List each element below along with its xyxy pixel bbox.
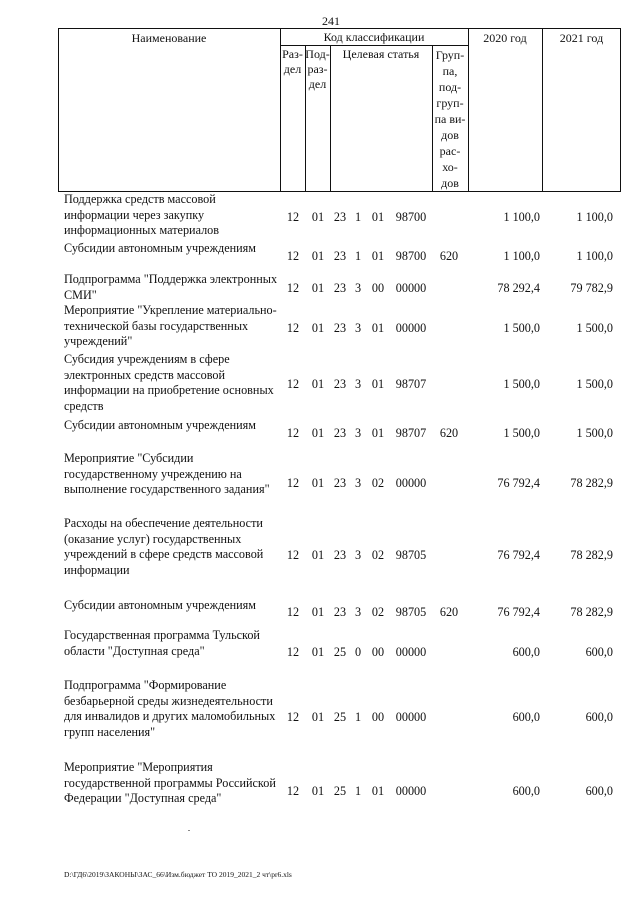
row-article-subprogram: 3: [354, 281, 362, 295]
row-article-direction: 98705: [395, 548, 427, 562]
row-section: 12: [286, 710, 300, 724]
row-subsection: 01: [311, 210, 325, 224]
row-amount-2021: 1 500,0: [576, 377, 613, 391]
row-article-program: 25: [333, 710, 347, 724]
row-article-event: 02: [371, 476, 385, 490]
row-article-event: 01: [371, 377, 385, 391]
row-name: Поддержка средств массовой информации через закупку информационных материалов: [64, 192, 220, 238]
row-amount-2020: 76 792,4: [497, 548, 540, 562]
row-article-program: 23: [333, 281, 347, 295]
row-article-direction: 00000: [395, 710, 427, 724]
row-amount-2021: 79 782,9: [570, 281, 613, 295]
scan-speck: [188, 830, 190, 831]
row-name: Государственная программа Тульской области "Доступная среда": [64, 628, 260, 658]
row-article-program: 23: [333, 249, 347, 263]
row-amount-2021: 600,0: [585, 784, 613, 798]
row-section: 12: [286, 321, 300, 335]
row-article-subprogram: 1: [354, 210, 362, 224]
file-path-footer: D:\ГД6\2019\ЗАКОНЫ\ЗАС_66\Изм.бюджет ТО 2019_2021_2 чт\pr6.xls: [64, 870, 292, 879]
header-section: Раз- дел: [282, 47, 303, 76]
row-article-subprogram: 1: [354, 249, 362, 263]
header-subsection: Под- раз- дел: [305, 47, 330, 91]
row-article-event: 01: [371, 426, 385, 440]
row-expense-type: 620: [439, 605, 459, 619]
row-subsection: 01: [311, 476, 325, 490]
row-article-event: 01: [371, 784, 385, 798]
row-amount-2020: 600,0: [512, 784, 540, 798]
row-article-subprogram: 1: [354, 710, 362, 724]
row-article-event: 01: [371, 249, 385, 263]
row-subsection: 01: [311, 548, 325, 562]
row-section: 12: [286, 281, 300, 295]
row-article-event: 00: [371, 645, 385, 659]
row-name: Субсидии автономным учреждениям: [64, 241, 256, 255]
header-year-2020: 2020 год: [483, 31, 527, 45]
row-amount-2021: 78 282,9: [570, 548, 613, 562]
row-article-direction: 00000: [395, 281, 427, 295]
row-article-direction: 98707: [395, 426, 427, 440]
row-article-direction: 98707: [395, 377, 427, 391]
row-article-direction: 98705: [395, 605, 427, 619]
row-amount-2021: 600,0: [585, 710, 613, 724]
row-amount-2020: 600,0: [512, 645, 540, 659]
header-name: Наименование: [131, 31, 207, 45]
row-article-subprogram: 3: [354, 377, 362, 391]
header-year-2021: 2021 год: [559, 31, 604, 45]
row-amount-2020: 1 500,0: [503, 426, 540, 440]
row-amount-2021: 78 282,9: [570, 476, 613, 490]
row-article-program: 23: [333, 321, 347, 335]
row-amount-2020: 1 500,0: [503, 321, 540, 335]
row-expense-type: 620: [439, 249, 459, 263]
row-article-direction: 98700: [395, 249, 427, 263]
row-name: Субсидии автономным учреждениям: [64, 598, 256, 612]
row-article-event: 01: [371, 210, 385, 224]
row-article-program: 23: [333, 377, 347, 391]
row-name: Субсидия учреждениям в сфере электронных средств массовой информации на приобретение основных средств: [64, 352, 274, 413]
row-article-program: 25: [333, 645, 347, 659]
row-amount-2020: 1 500,0: [503, 377, 540, 391]
row-section: 12: [286, 784, 300, 798]
row-article-subprogram: 3: [354, 426, 362, 440]
row-subsection: 01: [311, 249, 325, 263]
row-article-direction: 00000: [395, 784, 427, 798]
row-subsection: 01: [311, 645, 325, 659]
row-section: 12: [286, 377, 300, 391]
row-subsection: 01: [311, 281, 325, 295]
row-article-program: 23: [333, 605, 347, 619]
row-section: 12: [286, 605, 300, 619]
row-article-direction: 00000: [395, 645, 427, 659]
row-name: Субсидии автономным учреждениям: [64, 418, 256, 432]
row-subsection: 01: [311, 710, 325, 724]
row-article-event: 00: [371, 281, 385, 295]
row-amount-2021: 1 100,0: [576, 210, 613, 224]
row-amount-2020: 1 100,0: [503, 210, 540, 224]
row-name: Подпрограмма "Формирование безбарьерной среды жизнедеятельности для инвалидов и других маломобильных групп населения": [64, 678, 276, 739]
row-amount-2021: 1 500,0: [576, 321, 613, 335]
row-article-program: 25: [333, 784, 347, 798]
row-subsection: 01: [311, 784, 325, 798]
row-article-subprogram: 1: [354, 784, 362, 798]
row-amount-2020: 76 792,4: [497, 605, 540, 619]
row-article-event: 02: [371, 548, 385, 562]
row-name: Подпрограмма "Поддержка электронных СМИ": [64, 272, 278, 302]
row-article-event: 01: [371, 321, 385, 335]
row-section: 12: [286, 210, 300, 224]
row-amount-2020: 76 792,4: [497, 476, 540, 490]
row-subsection: 01: [311, 377, 325, 391]
page-number: 241: [322, 14, 340, 28]
row-name: Мероприятие "Субсидии государственному учреждению на выполнение государственного задания": [64, 451, 270, 497]
row-name: Расходы на обеспечение деятельности (оказание услуг) государственных учреждений в сфере средств массовой информации: [64, 516, 264, 577]
row-section: 12: [286, 548, 300, 562]
row-article-program: 23: [333, 476, 347, 490]
row-article-subprogram: 3: [354, 548, 362, 562]
row-amount-2021: 78 282,9: [570, 605, 613, 619]
row-article-subprogram: 3: [354, 321, 362, 335]
row-section: 12: [286, 645, 300, 659]
row-article-direction: 00000: [395, 321, 427, 335]
row-article-event: 00: [371, 710, 385, 724]
row-name: Мероприятие "Укрепление материально-технической базы государственных учреждений": [64, 303, 277, 349]
header-target-article: Целевая статья: [342, 47, 420, 61]
row-article-event: 02: [371, 605, 385, 619]
row-section: 12: [286, 426, 300, 440]
row-amount-2021: 600,0: [585, 645, 613, 659]
row-article-subprogram: 3: [354, 476, 362, 490]
row-subsection: 01: [311, 426, 325, 440]
row-amount-2021: 1 100,0: [576, 249, 613, 263]
row-article-program: 23: [333, 426, 347, 440]
row-section: 12: [286, 249, 300, 263]
row-article-direction: 00000: [395, 476, 427, 490]
row-article-subprogram: 3: [354, 605, 362, 619]
row-amount-2021: 1 500,0: [576, 426, 613, 440]
row-article-program: 23: [333, 548, 347, 562]
row-article-program: 23: [333, 210, 347, 224]
row-section: 12: [286, 476, 300, 490]
row-subsection: 01: [311, 321, 325, 335]
row-amount-2020: 78 292,4: [497, 281, 540, 295]
row-amount-2020: 1 100,0: [503, 249, 540, 263]
row-name: Мероприятие "Мероприятия государственной программы Российской Федерации "Доступная среда": [64, 760, 276, 806]
row-amount-2020: 600,0: [512, 710, 540, 724]
row-expense-type: 620: [439, 426, 459, 440]
header-expense-type: Груп- па, под- груп- па ви- дов рас- хо- дов: [434, 48, 466, 190]
row-subsection: 01: [311, 605, 325, 619]
row-article-subprogram: 0: [354, 645, 362, 659]
row-article-direction: 98700: [395, 210, 427, 224]
header-code: Код классификации: [323, 30, 425, 44]
